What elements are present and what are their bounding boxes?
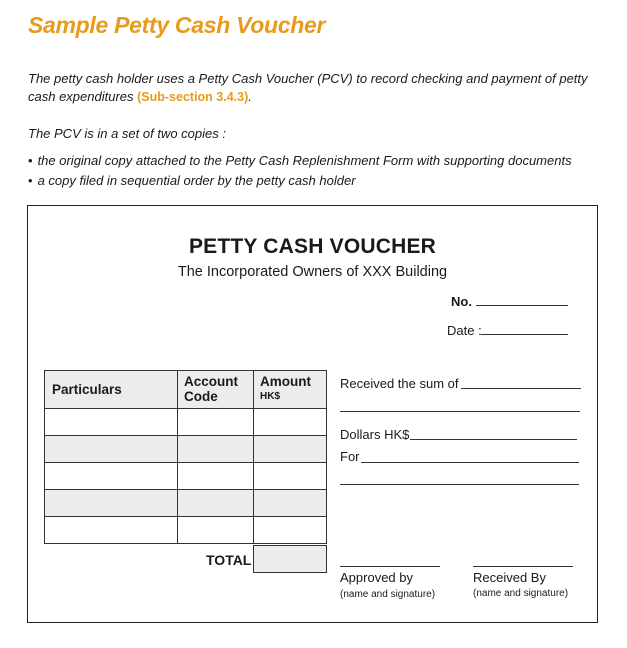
table-cell[interactable] bbox=[177, 462, 254, 490]
header-amount-unit: HK$ bbox=[260, 391, 281, 402]
page-title: Sample Petty Cash Voucher bbox=[28, 12, 326, 38]
header-particulars bbox=[44, 370, 178, 409]
for-field[interactable] bbox=[361, 462, 579, 463]
received-sum-field-2[interactable] bbox=[340, 411, 580, 412]
table-cell[interactable] bbox=[44, 516, 178, 544]
received-by-label: Received By bbox=[473, 570, 546, 585]
intro-paragraph bbox=[28, 70, 613, 106]
table-cell[interactable] bbox=[177, 516, 254, 544]
voucher-date-label: Date : bbox=[447, 323, 482, 338]
header-account-label bbox=[184, 374, 238, 404]
total-label: TOTAL bbox=[206, 552, 252, 568]
table-cell[interactable] bbox=[253, 435, 327, 463]
table-cell[interactable] bbox=[177, 408, 254, 436]
dollars-label: Dollars HK$ bbox=[340, 427, 410, 442]
header-amount-label bbox=[260, 374, 311, 404]
copies-heading: The PCV is in a set of two copies : bbox=[28, 126, 226, 141]
for-field-2[interactable] bbox=[340, 484, 579, 485]
table-cell[interactable] bbox=[253, 408, 327, 436]
received-sum-field[interactable] bbox=[461, 388, 581, 389]
voucher-form bbox=[27, 205, 598, 623]
approved-by-sublabel: (name and signature) bbox=[340, 589, 436, 600]
received-signature-line[interactable] bbox=[473, 566, 573, 567]
dollars-field[interactable] bbox=[410, 439, 577, 440]
voucher-title: PETTY CASH VOUCHER bbox=[188, 235, 437, 258]
header-particulars-label: Particulars bbox=[52, 382, 122, 397]
table-cell[interactable] bbox=[44, 489, 178, 517]
intro-period: . bbox=[248, 89, 252, 104]
copies-list bbox=[28, 151, 572, 190]
received-by-sublabel: (name and signature) bbox=[473, 588, 569, 599]
intro-text: The petty cash holder uses a Petty Cash Voucher (PCV) to record checking and payment of petty cash expenditures bbox=[28, 71, 588, 104]
header-account-code bbox=[177, 370, 254, 409]
table-cell[interactable] bbox=[177, 435, 254, 463]
table-cell[interactable] bbox=[44, 408, 178, 436]
header-amount bbox=[253, 370, 327, 409]
table-cell[interactable] bbox=[177, 489, 254, 517]
header-code-text: Code bbox=[184, 389, 218, 404]
header-account-text: Account bbox=[184, 374, 238, 389]
table-cell[interactable] bbox=[253, 489, 327, 517]
list-item: • the original copy attached to the Petty Cash Replenishment Form with supporting documents bbox=[28, 151, 572, 171]
approved-signature-line[interactable] bbox=[340, 566, 440, 567]
voucher-no-field[interactable] bbox=[476, 305, 568, 306]
subsection-reference: (Sub-section 3.4.3) bbox=[137, 90, 249, 104]
table-cell[interactable] bbox=[44, 462, 178, 490]
for-label: For bbox=[340, 449, 360, 464]
table-cell[interactable] bbox=[253, 462, 327, 490]
total-amount-cell[interactable] bbox=[253, 545, 327, 573]
voucher-no-label: No. bbox=[451, 294, 472, 309]
table-cell[interactable] bbox=[253, 516, 327, 544]
voucher-date-field[interactable] bbox=[481, 334, 568, 335]
received-sum-label: Received the sum of bbox=[340, 376, 459, 391]
approved-by-label: Approved by bbox=[340, 570, 413, 585]
header-amount-text: Amount bbox=[260, 374, 311, 389]
list-item: • a copy filed in sequential order by the petty cash holder bbox=[28, 171, 572, 191]
voucher-subtitle: The Incorporated Owners of XXX Building bbox=[177, 264, 448, 280]
table-cell[interactable] bbox=[44, 435, 178, 463]
